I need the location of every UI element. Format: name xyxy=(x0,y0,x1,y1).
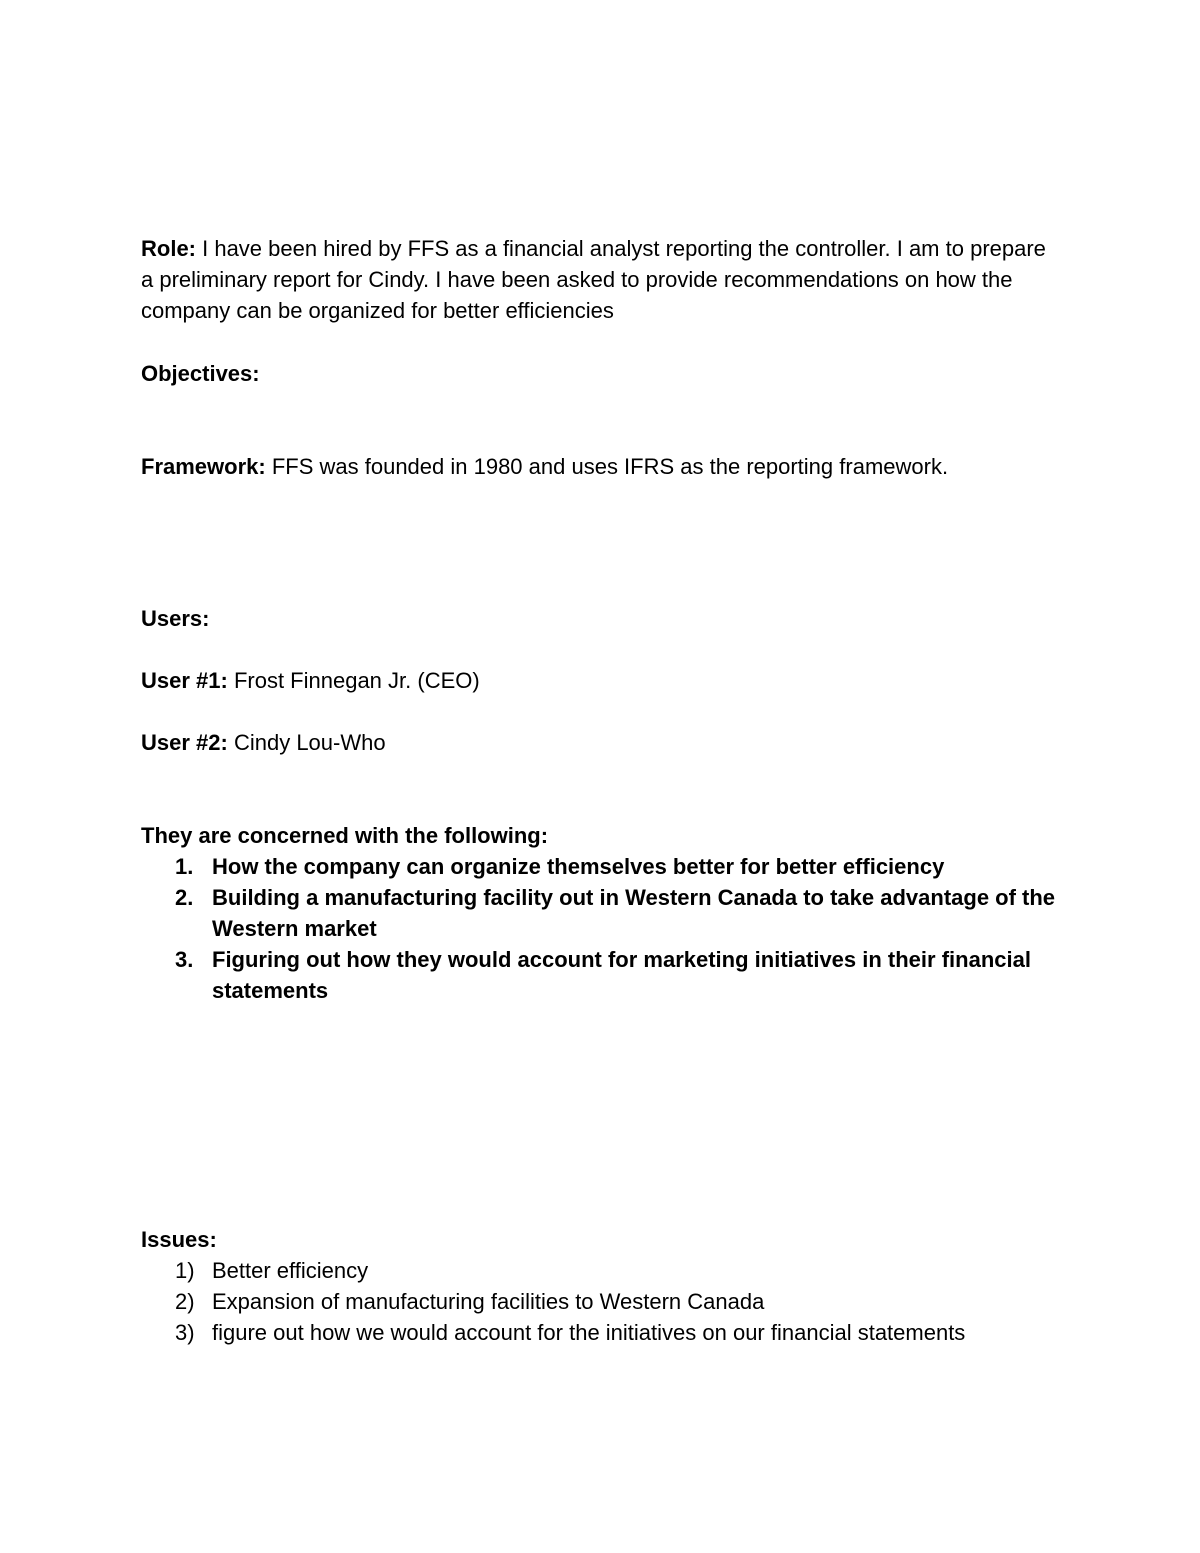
users-label: Users: xyxy=(141,606,210,631)
list-item xyxy=(141,882,1061,944)
framework-label: Framework: xyxy=(141,454,266,479)
user-1-line xyxy=(141,665,1061,696)
list-item xyxy=(141,851,1061,882)
framework-text: FFS was founded in 1980 and uses IFRS as the reporting framework. xyxy=(265,454,949,479)
list-item xyxy=(141,1255,1061,1286)
concerns-heading: They are concerned with the following: xyxy=(141,823,549,848)
list-item xyxy=(141,944,1061,1006)
list-item xyxy=(141,1286,1061,1317)
list-item xyxy=(141,1317,1061,1348)
list-item-text: Building a manufacturing facility out in Western Canada to take advantage of the Western market xyxy=(212,885,1056,941)
list-item-text: figure out how we would account for the initiatives on our financial statements xyxy=(212,1320,966,1345)
list-item-number: 1) xyxy=(175,1258,195,1283)
list-item-text: Better efficiency xyxy=(212,1258,369,1283)
list-item-number: 1. xyxy=(175,854,194,879)
user-1-label: User #1: xyxy=(141,668,228,693)
list-item-text: How the company can organize themselves better for better efficiency xyxy=(212,854,945,879)
user-1-text: Frost Finnegan Jr. (CEO) xyxy=(227,668,480,693)
issues-label: Issues: xyxy=(141,1227,217,1252)
users-heading xyxy=(141,603,1061,634)
objectives-heading xyxy=(141,358,1061,389)
list-item-number: 3. xyxy=(175,947,194,972)
user-2-label: User #2: xyxy=(141,730,228,755)
concerns-section xyxy=(141,820,1061,1006)
objectives-label: Objectives: xyxy=(141,361,260,386)
user-2-line xyxy=(141,727,1061,758)
concerns-list xyxy=(141,851,1061,1006)
role-paragraph xyxy=(141,233,1061,326)
issues-section xyxy=(141,1224,1061,1348)
role-text: I have been hired by FFS as a financial analyst reporting the controller. I am to prepare a preliminary report for Cindy. I have been asked to provide recommendations on how the company can be organized for better efficiencies xyxy=(141,236,1046,323)
list-item-number: 2. xyxy=(175,885,194,910)
list-item-number: 3) xyxy=(175,1320,195,1345)
user-2-text: Cindy Lou-Who xyxy=(227,730,386,755)
issues-list xyxy=(141,1255,1061,1348)
framework-paragraph xyxy=(141,451,1061,482)
list-item-number: 2) xyxy=(175,1289,195,1314)
list-item-text: Figuring out how they would account for marketing initiatives in their financial statements xyxy=(212,947,1031,1003)
list-item-text: Expansion of manufacturing facilities to Western Canada xyxy=(212,1289,765,1314)
role-label: Role: xyxy=(141,236,196,261)
